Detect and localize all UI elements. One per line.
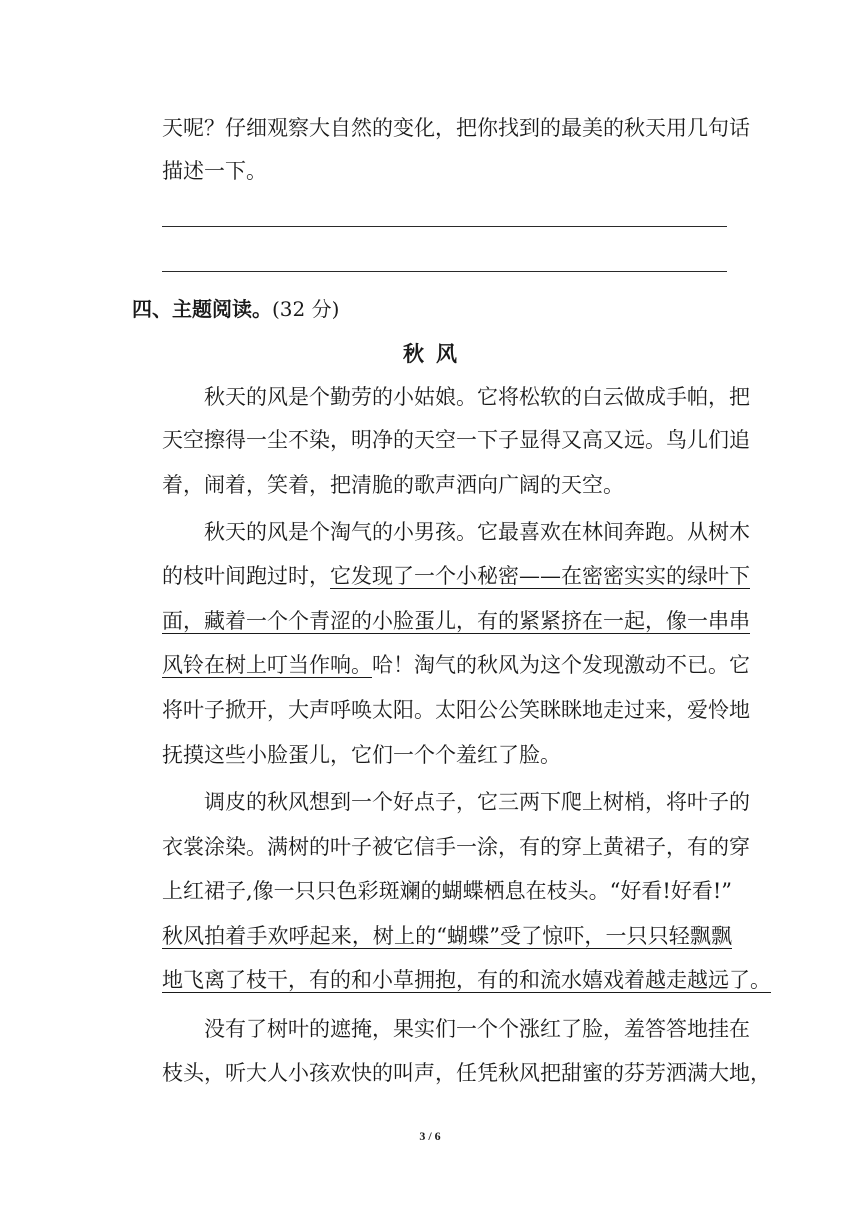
paragraph-line [162, 965, 771, 995]
section-score: (32 分) [272, 297, 340, 321]
answer-line[interactable] [162, 271, 727, 272]
paragraph-line: 没有了树叶的遮掩，果实们一个个涨红了脸，羞答答地挂在 [204, 1017, 750, 1041]
page-number: 3 / 6 [419, 1129, 441, 1143]
paragraph-line [162, 650, 750, 680]
paragraph-line: 枝头，听大人小孩欢快的叫声，任凭秋风把甜蜜的芬芳洒满大地， [162, 1061, 771, 1085]
paragraph-line: 上红裙子,像一只只色彩斑斓的蝴蝶栖息在枝头。“好看!好看!” [162, 879, 733, 903]
paragraph-line: 衣裳涂染。满树的叶子被它信手一涂，有的穿上黄裙子，有的穿 [162, 835, 750, 859]
text-segment: 的枝叶间跑过时， [162, 564, 330, 588]
underlined-sentence: 风铃在树上叮当作响。 [162, 653, 372, 677]
paragraph-line: 将叶子掀开，大声呼唤太阳。太阳公公笑眯眯地走过来，爱怜地 [162, 698, 750, 722]
text-segment: 哈！淘气的秋风为这个发现激动不已。它 [372, 653, 750, 677]
answer-line[interactable] [162, 226, 727, 227]
paragraph-line: 秋天的风是个淘气的小男孩。它最喜欢在林间奔跑。从树木 [204, 520, 750, 544]
question-text-line: 天呢？仔细观察大自然的变化，把你找到的最美的秋天用几句话 [162, 116, 750, 140]
paragraph-line [162, 921, 732, 951]
paragraph-line: 抚摸这些小脸蛋儿，它们一个个羞红了脸。 [162, 743, 561, 767]
underlined-sentence: 地飞离了枝干，有的和小草拥抱，有的和流水嬉戏着越走越远了。 [162, 968, 771, 992]
passage-title: 秋风 [403, 342, 469, 366]
question-text-line: 描述一下。 [162, 159, 267, 183]
underlined-sentence: 面，藏着一个个青涩的小脸蛋儿，有的紧紧挤在一起，像一串串 [162, 609, 750, 633]
paragraph-line: 着，闹着，笑着，把清脆的歌声洒向广阔的天空。 [162, 473, 624, 497]
paragraph-line [162, 561, 750, 591]
section-heading-label: 四、主题阅读。 [132, 297, 272, 321]
section-heading [132, 294, 339, 324]
underlined-sentence: 秋风拍着手欢呼起来，树上的“蝴蝶”受了惊吓，一只只轻飘飘 [162, 924, 732, 948]
paragraph-line: 天空擦得一尘不染，明净的天空一下子显得又高又远。鸟儿们追 [162, 428, 750, 452]
paragraph-line: 秋天的风是个勤劳的小姑娘。它将松软的白云做成手帕，把 [204, 385, 750, 409]
underlined-sentence: 它发现了一个小秘密——在密密实实的绿叶下 [330, 564, 750, 588]
paragraph-line: 调皮的秋风想到一个好点子，它三两下爬上树梢，将叶子的 [204, 790, 750, 814]
paragraph-line [162, 606, 750, 636]
